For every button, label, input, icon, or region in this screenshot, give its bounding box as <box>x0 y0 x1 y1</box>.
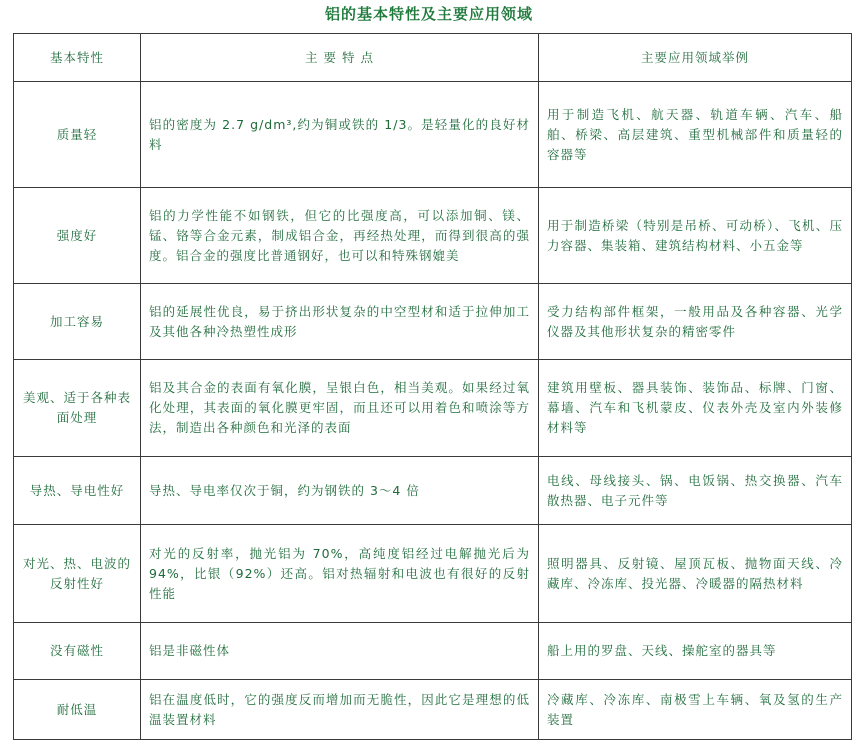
application-cell: 冷藏库、冷冻库、南极雪上车辆、氧及氢的生产装置 <box>539 680 852 740</box>
table-row <box>14 680 852 740</box>
table-header-row <box>14 34 852 82</box>
property-cell: 美观、适于各种表面处理 <box>14 360 141 457</box>
property-cell: 强度好 <box>14 188 141 284</box>
table-row <box>14 284 852 360</box>
property-cell: 导热、导电性好 <box>14 457 141 525</box>
table-row <box>14 360 852 457</box>
application-cell: 用于制造桥梁（特别是吊桥、可动桥）、飞机、压力容器、集装箱、建筑结构材料、小五金等 <box>539 188 852 284</box>
table-row <box>14 623 852 680</box>
property-cell: 没有磁性 <box>14 623 141 680</box>
property-cell: 质量轻 <box>14 82 141 188</box>
feature-cell: 导热、导电率仅次于铜，约为钢铁的 3～4 倍 <box>141 457 539 525</box>
application-cell: 受力结构部件框架，一般用品及各种容器、光学仪器及其他形状复杂的精密零件 <box>539 284 852 360</box>
header-application: 主要应用领域举例 <box>539 34 852 82</box>
application-cell: 船上用的罗盘、天线、操舵室的器具等 <box>539 623 852 680</box>
feature-cell: 铝在温度低时，它的强度反而增加而无脆性，因此它是理想的低温装置材料 <box>141 680 539 740</box>
feature-cell: 铝的力学性能不如钢铁，但它的比强度高，可以添加铜、镁、锰、铬等合金元素，制成铝合金，再经热处理，而得到很高的强度。铝合金的强度比普通钢好，也可以和特殊钢媲美 <box>141 188 539 284</box>
table-row <box>14 457 852 525</box>
header-feature: 主 要 特 点 <box>141 34 539 82</box>
feature-cell: 铝及其合金的表面有氧化膜，呈银白色，相当美观。如果经过氧化处理，其表面的氧化膜更牢固，而且还可以用着色和喷涂等方法，制造出各种颜色和光泽的表面 <box>141 360 539 457</box>
property-cell: 对光、热、电波的反射性好 <box>14 525 141 623</box>
property-cell: 耐低温 <box>14 680 141 740</box>
table-row <box>14 525 852 623</box>
aluminum-properties-table <box>13 33 852 740</box>
feature-cell: 铝的密度为 2.7 g/dm³,约为铜或铁的 1/3。是轻量化的良好材料 <box>141 82 539 188</box>
feature-cell: 对光的反射率，抛光铝为 70%，高纯度铝经过电解抛光后为 94%，比银（92%）还高。铝对热辐射和电波也有很好的反射性能 <box>141 525 539 623</box>
table-row <box>14 188 852 284</box>
table-row <box>14 82 852 188</box>
feature-cell: 铝的延展性优良，易于挤出形状复杂的中空型材和适于拉伸加工及其他各种冷热塑性成形 <box>141 284 539 360</box>
application-cell: 电线、母线接头、锅、电饭锅、热交换器、汽车散热器、电子元件等 <box>539 457 852 525</box>
header-property: 基本特性 <box>14 34 141 82</box>
application-cell: 照明器具、反射镜、屋顶瓦板、抛物面天线、冷藏库、冷冻库、投光器、冷暖器的隔热材料 <box>539 525 852 623</box>
application-cell: 建筑用壁板、器具装饰、装饰品、标牌、门窗、幕墙、汽车和飞机蒙皮、仪表外壳及室内外装修材料等 <box>539 360 852 457</box>
property-cell: 加工容易 <box>14 284 141 360</box>
page-title: 铝的基本特性及主要应用领域 <box>324 5 533 23</box>
feature-cell: 铝是非磁性体 <box>141 623 539 680</box>
application-cell: 用于制造飞机、航天器、轨道车辆、汽车、船舶、桥梁、高层建筑、重型机械部件和质量轻的容器等 <box>539 82 852 188</box>
